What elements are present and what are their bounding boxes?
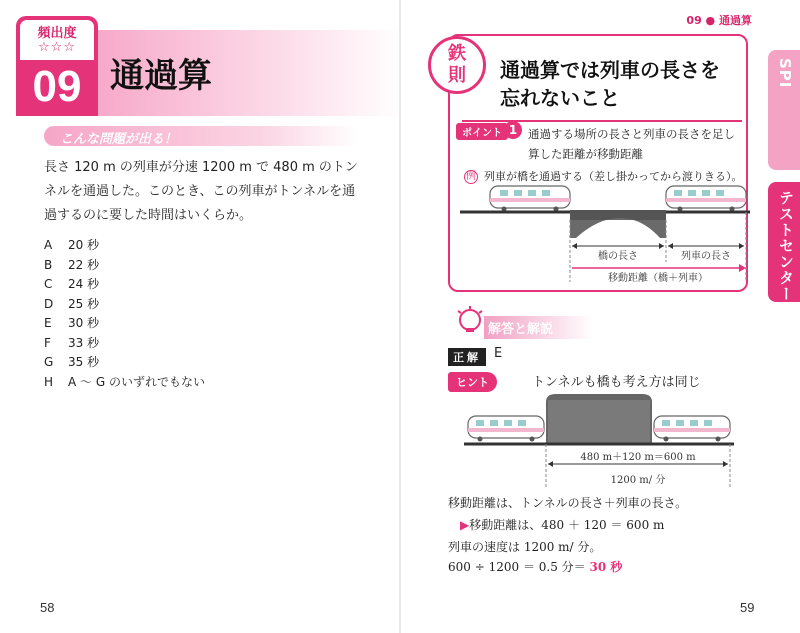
- choice-text: 35 秒: [68, 355, 100, 369]
- choice-item: [44, 334, 205, 354]
- bridge-icon: [570, 210, 666, 238]
- solution-line: [460, 516, 664, 533]
- solution-answer: 30 秒: [589, 560, 623, 574]
- lesson-number: 09: [32, 62, 82, 111]
- choice-text: 30 秒: [68, 316, 100, 330]
- speed-label: 1200 m/ 分: [610, 475, 666, 486]
- choice-key: A: [44, 238, 53, 252]
- choice-item: [44, 314, 205, 334]
- solution-line-text: 移動距離は、480 ＋ 120 ＝ 600 m: [469, 518, 665, 532]
- choice-key: D: [44, 296, 54, 311]
- tab-test-center[interactable]: [768, 182, 800, 302]
- tab-spi[interactable]: [768, 50, 800, 170]
- choice-key: C: [44, 277, 53, 291]
- right-page: [400, 0, 800, 633]
- frequency-stars: ☆☆☆: [38, 40, 76, 55]
- solution-line: 列車の速度は 1200 m/ 分。: [448, 540, 602, 554]
- correct-value: E: [494, 346, 503, 361]
- hint-tag: ヒント: [448, 372, 497, 392]
- question-label-text: こんな問題が出る！: [60, 132, 178, 147]
- choice-text: 24 秒: [68, 277, 100, 291]
- rule-title-line: 通過算では列車の長さを: [500, 58, 720, 82]
- choice-key: E: [44, 316, 52, 330]
- choice-key: B: [44, 257, 53, 272]
- question-text: 長さ 120 m の列車が分速 1200 m で 480 m のトンネルを通過した。このとき、この列車がトンネルを通過するのに要した時間はいくらか。: [44, 160, 358, 223]
- choice-text: 33 秒: [68, 335, 100, 350]
- lesson-badge: [16, 16, 98, 116]
- train-left-icon: [490, 186, 570, 212]
- distance-label: 移動距離（橋＋列車）: [608, 273, 708, 284]
- train-length-label: 列車の長さ: [681, 251, 731, 262]
- train-left-icon: [468, 416, 544, 442]
- choice-item: [44, 236, 205, 256]
- lightbulb-icon: [456, 306, 484, 334]
- bridge-diagram: [460, 182, 750, 290]
- rule-badge: [428, 36, 486, 94]
- choice-item: [44, 256, 205, 276]
- choice-item: [44, 295, 205, 315]
- choice-text: 20 秒: [68, 238, 100, 252]
- choice-item: [44, 353, 205, 373]
- train-right-icon: [666, 186, 746, 212]
- frequency-title: 頻出度: [37, 26, 77, 41]
- example-tag: 例: [466, 171, 476, 182]
- title-band: [98, 30, 400, 116]
- tunnel-icon: [546, 394, 652, 444]
- page-title: 通過算: [110, 56, 212, 96]
- rule-badge-char: 則: [448, 65, 466, 86]
- solution-arrow: ▶: [460, 518, 470, 532]
- point-text: 通過する場所の長さと列車の長さを足し算した距離が移動距離: [528, 127, 735, 161]
- solution-line: 移動距離は、トンネルの長さ＋列車の長さ。: [448, 496, 688, 510]
- solution-line-text: 600 ÷ 1200 ＝ 0.5 分＝: [448, 560, 586, 574]
- rule-title-line: 忘れないこと: [500, 86, 620, 110]
- choice-text: 22 秒: [68, 257, 100, 272]
- point-divider: [462, 120, 742, 122]
- solution-line: [448, 558, 622, 575]
- point-tag: ポイント: [456, 123, 508, 140]
- point-number: 1: [504, 121, 522, 139]
- question-label: [44, 126, 358, 146]
- choice-text: 25 秒: [68, 296, 100, 311]
- page-number-right: 59: [740, 600, 755, 615]
- choice-item: [44, 373, 205, 393]
- page-number-left: 58: [40, 600, 55, 615]
- tab-test-center-label: テストセンター: [777, 190, 795, 302]
- breadcrumb: 09 ● 通過算: [686, 14, 752, 27]
- choice-key: F: [44, 335, 51, 350]
- choice-key: G: [44, 355, 54, 369]
- rule-title: [500, 56, 720, 112]
- tunnel-diagram: [464, 392, 734, 488]
- bridge-length-label: 橋の長さ: [598, 251, 638, 262]
- hint-text: トンネルも橋も考え方は同じ: [532, 375, 701, 390]
- rule-badge-char: 鉄: [448, 43, 466, 64]
- choice-list: [44, 236, 205, 392]
- choice-item: [44, 275, 205, 295]
- frequency-label: [20, 20, 94, 60]
- answer-title: 解答と解説: [484, 316, 593, 339]
- train-right-icon: [654, 416, 730, 442]
- example-text: 列車が橋を通過する（差し掛かってから渡りきる）。: [484, 170, 743, 183]
- tab-spi-label: SPI: [776, 58, 794, 89]
- correct-tag: 正解: [448, 348, 486, 366]
- choice-text: A ～ G のいずれでもない: [68, 374, 205, 389]
- choice-key: H: [44, 374, 54, 389]
- sum-label: 480 m＋120 m＝600 m: [580, 452, 696, 463]
